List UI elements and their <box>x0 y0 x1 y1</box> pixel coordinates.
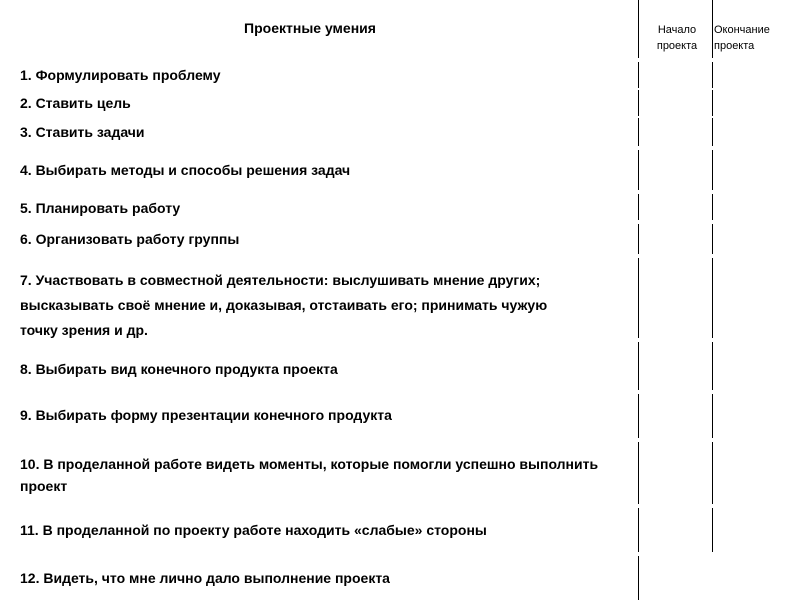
column-divider <box>638 508 639 552</box>
column-divider <box>638 442 639 504</box>
column-divider <box>638 62 639 88</box>
skill-row: 11. В проделанной по проекту работе находить «слабые» стороны <box>20 522 487 538</box>
column-divider <box>638 0 639 58</box>
column-divider <box>712 118 713 146</box>
skill-row: 5. Планировать работу <box>20 200 181 216</box>
column-header-start: Начало проекта <box>656 24 698 52</box>
skill-row: 10. В проделанной работе видеть моменты, которые помогли успешно выполнить проект <box>20 456 599 494</box>
column-divider <box>638 90 639 116</box>
column-divider <box>638 394 639 438</box>
column-divider <box>638 342 639 390</box>
column-divider <box>712 62 713 88</box>
skill-row: 2. Ставить цель <box>20 95 131 111</box>
skill-row: 12. Видеть, что мне лично дало выполнение проекта <box>20 570 390 586</box>
column-divider <box>712 394 713 438</box>
column-header-end: Окончание проекта <box>714 24 770 52</box>
column-divider <box>638 194 639 220</box>
column-divider <box>712 0 713 58</box>
column-divider <box>638 150 639 190</box>
column-divider <box>712 442 713 504</box>
column-divider <box>712 90 713 116</box>
column-divider <box>712 508 713 552</box>
column-divider <box>712 342 713 390</box>
column-divider <box>638 118 639 146</box>
skill-row: 3. Ставить задачи <box>20 124 145 140</box>
skill-row: 7. Участвовать в совместной деятельности: выслушивать мнение других; высказывать своё мнение и, доказывая, отстаивать его; принимать чужую точку зрения и др. <box>20 272 548 338</box>
page-title: Проектные умения <box>244 20 376 36</box>
column-divider <box>712 150 713 190</box>
column-divider <box>638 556 639 600</box>
skill-row: 6. Организовать работу группы <box>20 231 240 247</box>
skill-row: 4. Выбирать методы и способы решения задач <box>20 162 351 178</box>
skill-row: 1. Формулировать проблему <box>20 67 221 83</box>
skill-row: 9. Выбирать форму презентации конечного продукта <box>20 407 392 423</box>
skill-row: 8. Выбирать вид конечного продукта проекта <box>20 361 338 377</box>
column-divider <box>638 224 639 254</box>
column-divider <box>638 258 639 338</box>
column-divider <box>712 224 713 254</box>
column-divider <box>712 194 713 220</box>
column-divider <box>712 258 713 338</box>
